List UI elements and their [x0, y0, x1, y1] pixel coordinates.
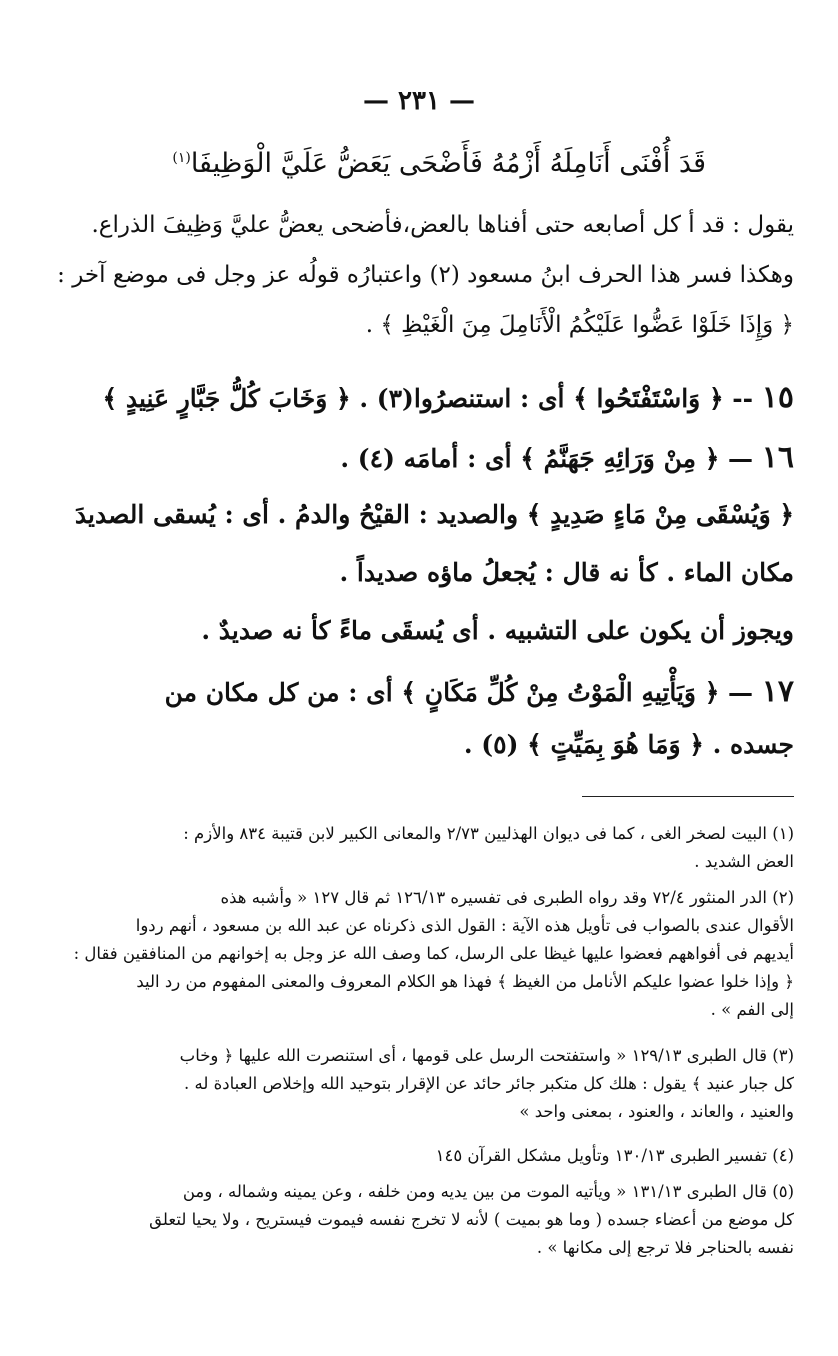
verse-number: ١٦	[761, 440, 794, 475]
footnote-4: (٤) تفسير الطبرى ١٣٠/١٣ وتأويل مشكل القرآن ١٤٥	[435, 1146, 794, 1165]
footnote-2-line-1: (٢) الدر المنثور ٧٢/٤ وقد رواه الطبرى فى تفسيره ١٢٦/١٣ ثم قال ١٢٧ « وأشبه هذه	[220, 888, 794, 907]
footnote-5-line-3: نفسه بالحناجر فلا ترجع إلى مكانها » .	[536, 1238, 794, 1257]
verse-entry-17	[34, 674, 794, 709]
footnote-1-line-2: العض الشديد .	[694, 852, 794, 871]
page-number: — ٢٣١ —	[362, 86, 476, 116]
footnote-3-line-2: كل جبار عنيد ﴾ يقول : هلك كل متكبر جائر حائد عن الإقرار بتوحيد الله وإخلاص العبادة له .	[184, 1074, 794, 1093]
main-text-line-2: وهكذا فسر هذا الحرف ابنُ مسعود (٢) واعتبارُه قولُه عز وجل فى موضع آخر :	[57, 262, 794, 288]
main-text-line-7: مكان الماء . كأ نه قال : يُجعلُ ماؤه صديداً .	[339, 558, 794, 587]
footnote-2-line-3: أيديهم فى أفواههم فعضوا عليها غيظا على الرسل، كما وصف الله عز وجل به إخوانهم من المنافقين فقال :	[73, 944, 794, 963]
footnote-5-line-1: (٥) قال الطبرى ١٣١/١٣ « ويأتيه الموت من بين يديه ومن خلفه ، وعن يمينه وشماله ، ومن	[182, 1182, 794, 1201]
main-text-line-3: ﴿ وَإِذَا خَلَوْا عَضُّوا عَلَيْكُمُ الْأَنَامِلَ مِنَ الْغَيْظِ ﴾ .	[365, 312, 794, 338]
footnote-3-line-3: والعنيد ، والعاند ، والعنود ، بمعنى واحد »	[519, 1102, 794, 1121]
footnote-2-line-4: ﴿ وإذا خلوا عضوا عليكم الأنامل من الغيظ ﴾ فهذا هو الكلام المعروف والمعنى المفهوم من رد اليد	[136, 972, 794, 991]
footnote-3-line-1: (٣) قال الطبرى ١٢٩/١٣ « واستفتحت الرسل على قومها ، أى استنصرت الله عليها ﴿ وخاب	[179, 1046, 794, 1065]
footnote-2-line-5: إلى الفم » .	[710, 1000, 794, 1019]
verse-entry-text: — ﴿ وَيَأْتِيهِ الْمَوْتُ مِنْ كُلِّ مَكَانٍ ﴾ أى : من كل مكان من	[164, 678, 762, 707]
verse-entry-text: — ﴿ مِنْ وَرَائِهِ جَهَنَّمُ ﴾ أى : أمامَه (٤) .	[340, 444, 762, 473]
poetry-verse	[106, 148, 706, 179]
footnote-2-line-2: الأقوال عندى بالصواب فى تأويل هذه الآية : القول الذى ذكرناه عن عبد الله بن مسعود ، أنهم ردوا	[135, 916, 794, 935]
footnote-5-line-2: كل موضع من أعضاء جسده ( وما هو بميت ) لأنه لا تخرج نفسه فيموت فيستريح ، ولا يحيا لتعلق	[149, 1210, 794, 1229]
footnote-divider	[582, 796, 794, 797]
verse-entry-16	[34, 440, 794, 475]
main-text-line-10: جسده . ﴿ وَمَا هُوَ بِمَيِّتٍ ﴾ (٥) .	[463, 730, 794, 759]
main-text-line-1: يقول : قد أ كل أصابعه حتى أفناها بالعض،فأضحى يعضُّ عليَّ وَظِيفَ الذراع.	[91, 212, 794, 238]
verse-number: ١٧	[761, 674, 794, 709]
main-text-line-8: ويجوز أن يكون على التشبيه . أى يُسقَى ماءً كأ نه صديدٌ .	[201, 616, 794, 645]
verse-entry-15	[34, 380, 794, 415]
footnote-1-line-1: (١) البيت لصخر الغى ، كما فى ديوان الهذليين ٢/٧٣ والمعانى الكبير لابن قتيبة ٨٣٤ والأزم :	[183, 824, 794, 843]
verse-entry-text: -- ﴿ وَاسْتَفْتَحُوا ﴾ أى : استنصرُوا(٣) . ﴿ وَخَابَ كُلُّ جَبَّارٍ عَنِيدٍ ﴾	[102, 384, 762, 413]
verse-footnote-ref: (١)	[172, 150, 191, 166]
main-text-line-6: ﴿ وَيُسْقَى مِنْ مَاءٍ صَدِيدٍ ﴾ والصديد : القيْحُ والدمُ . أى : يُسقى الصديدَ	[74, 500, 794, 529]
verse-number: ١٥	[761, 380, 794, 415]
verse-text: قَدَ أُفْنَى أَنَامِلَهُ أَزْمُهُ فَأَضْحَى يَعَضُّ عَلَيَّ الْوَظِيفَا	[190, 148, 706, 179]
